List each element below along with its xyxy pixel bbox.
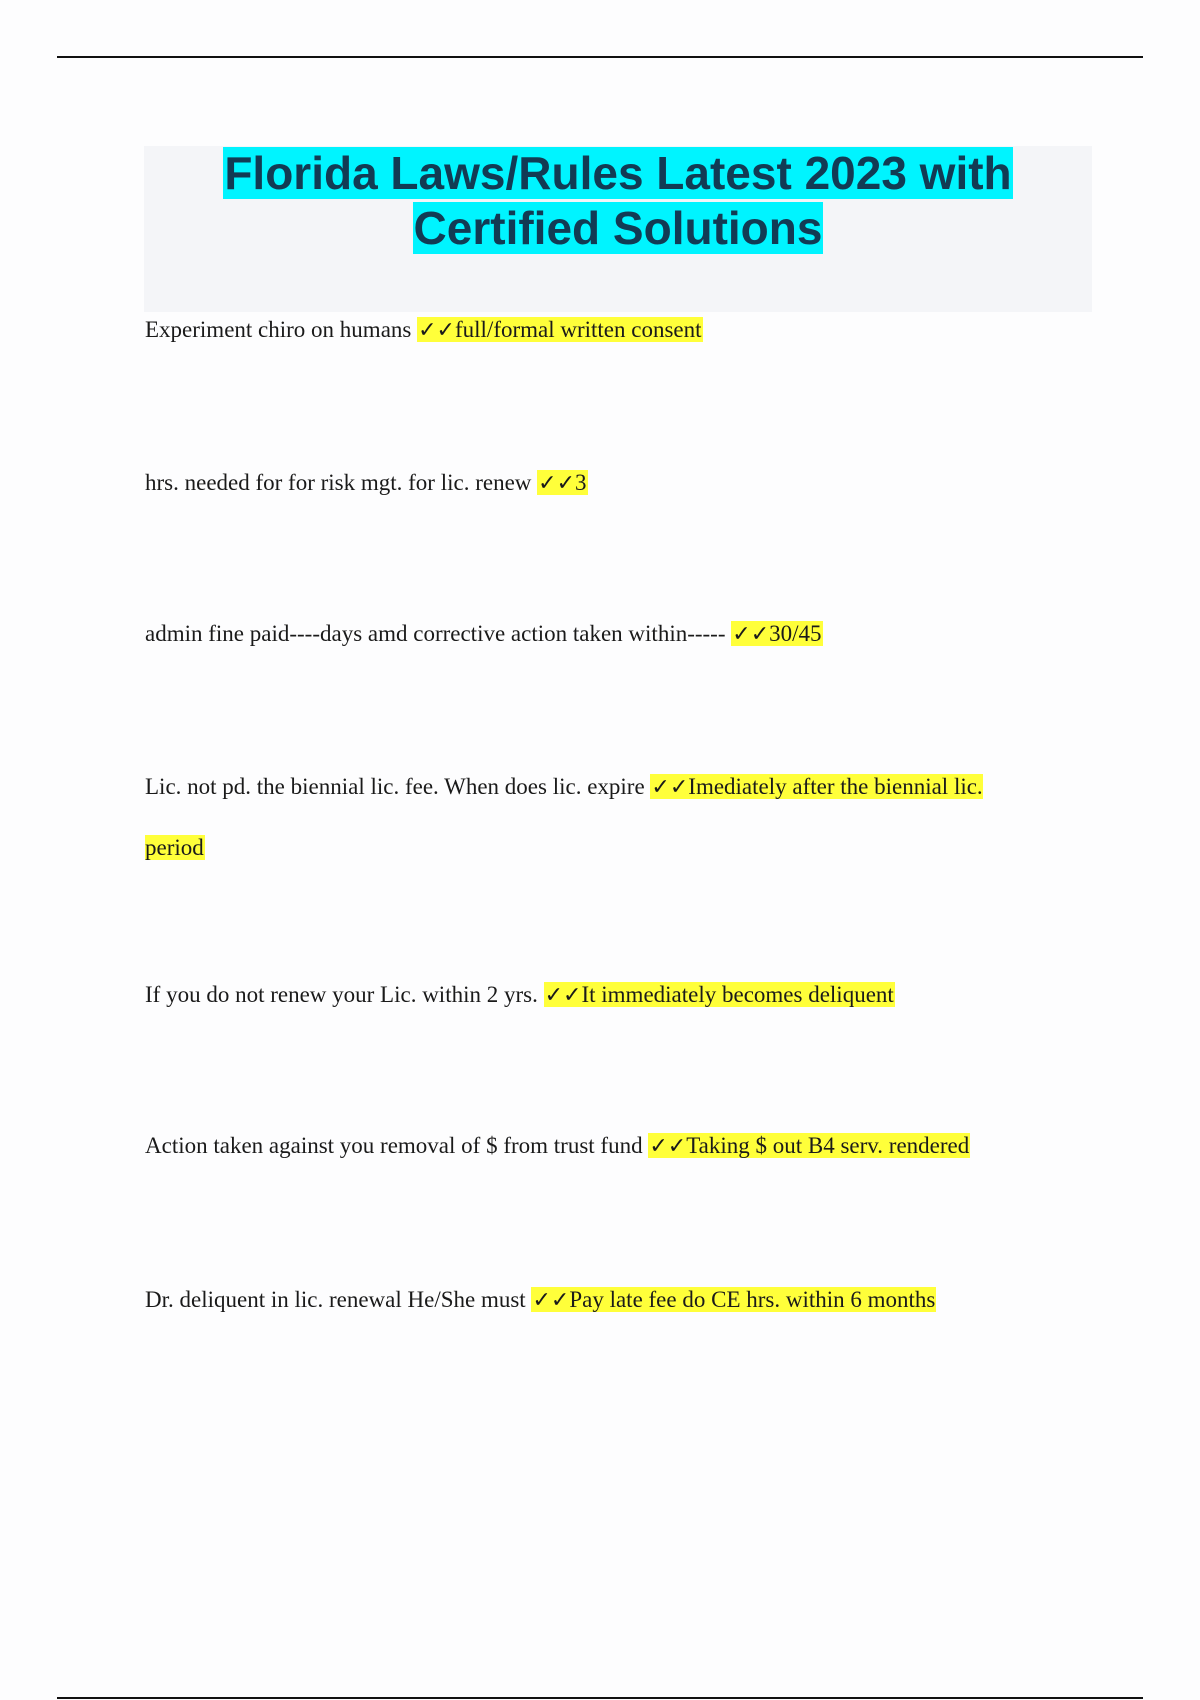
answer-highlight	[648, 1133, 970, 1158]
qa-item	[145, 453, 1045, 514]
double-check-icon: ✓✓	[649, 1134, 687, 1159]
double-check-icon: ✓✓	[651, 775, 689, 800]
title-box	[144, 146, 1092, 312]
question-text: Experiment chiro on humans	[145, 317, 418, 342]
qa-item	[145, 604, 1045, 665]
double-check-icon: ✓✓	[544, 983, 582, 1008]
answer-text: Imediately after the biennial lic. period	[145, 774, 983, 860]
answer-highlight	[417, 317, 702, 342]
answer-highlight	[531, 1287, 936, 1312]
question-text: hrs. needed for for risk mgt. for lic. renew	[145, 470, 538, 495]
double-check-icon: ✓✓	[732, 622, 770, 647]
qa-item	[145, 1116, 1045, 1177]
question-text: admin fine paid----days amd corrective action taken within-----	[145, 621, 732, 646]
answer-highlight	[544, 982, 895, 1007]
qa-item	[145, 965, 1045, 1026]
top-rule	[57, 56, 1143, 58]
question-text: Lic. not pd. the biennial lic. fee. When does lic. expire	[145, 774, 651, 799]
question-text: Action taken against you removal of $ from trust fund	[145, 1133, 649, 1158]
title-line-2: Certified Solutions	[413, 202, 823, 254]
bottom-rule	[57, 1697, 1143, 1699]
page-title	[144, 146, 1092, 256]
double-check-icon: ✓✓	[538, 471, 576, 496]
answer-highlight	[731, 621, 822, 646]
answer-text: full/formal written consent	[454, 317, 702, 342]
answer-text: Taking $ out B4 serv. rendered	[686, 1133, 970, 1158]
qa-item	[145, 757, 1025, 878]
double-check-icon: ✓✓	[418, 318, 455, 343]
qa-item	[145, 300, 1045, 361]
question-text: If you do not renew your Lic. within 2 yrs.	[145, 982, 544, 1007]
title-line-1: Florida Laws/Rules Latest 2023 with	[224, 147, 1012, 199]
double-check-icon: ✓✓	[532, 1288, 570, 1313]
answer-text: 30/45	[769, 621, 822, 646]
answer-text: Pay late fee do CE hrs. within 6 months	[569, 1287, 936, 1312]
answer-highlight	[537, 470, 587, 495]
qa-item	[145, 1270, 1045, 1331]
answer-text: 3	[575, 470, 587, 495]
answer-text: It immediately becomes deliquent	[581, 982, 894, 1007]
question-text: Dr. deliquent in lic. renewal He/She must	[145, 1287, 532, 1312]
